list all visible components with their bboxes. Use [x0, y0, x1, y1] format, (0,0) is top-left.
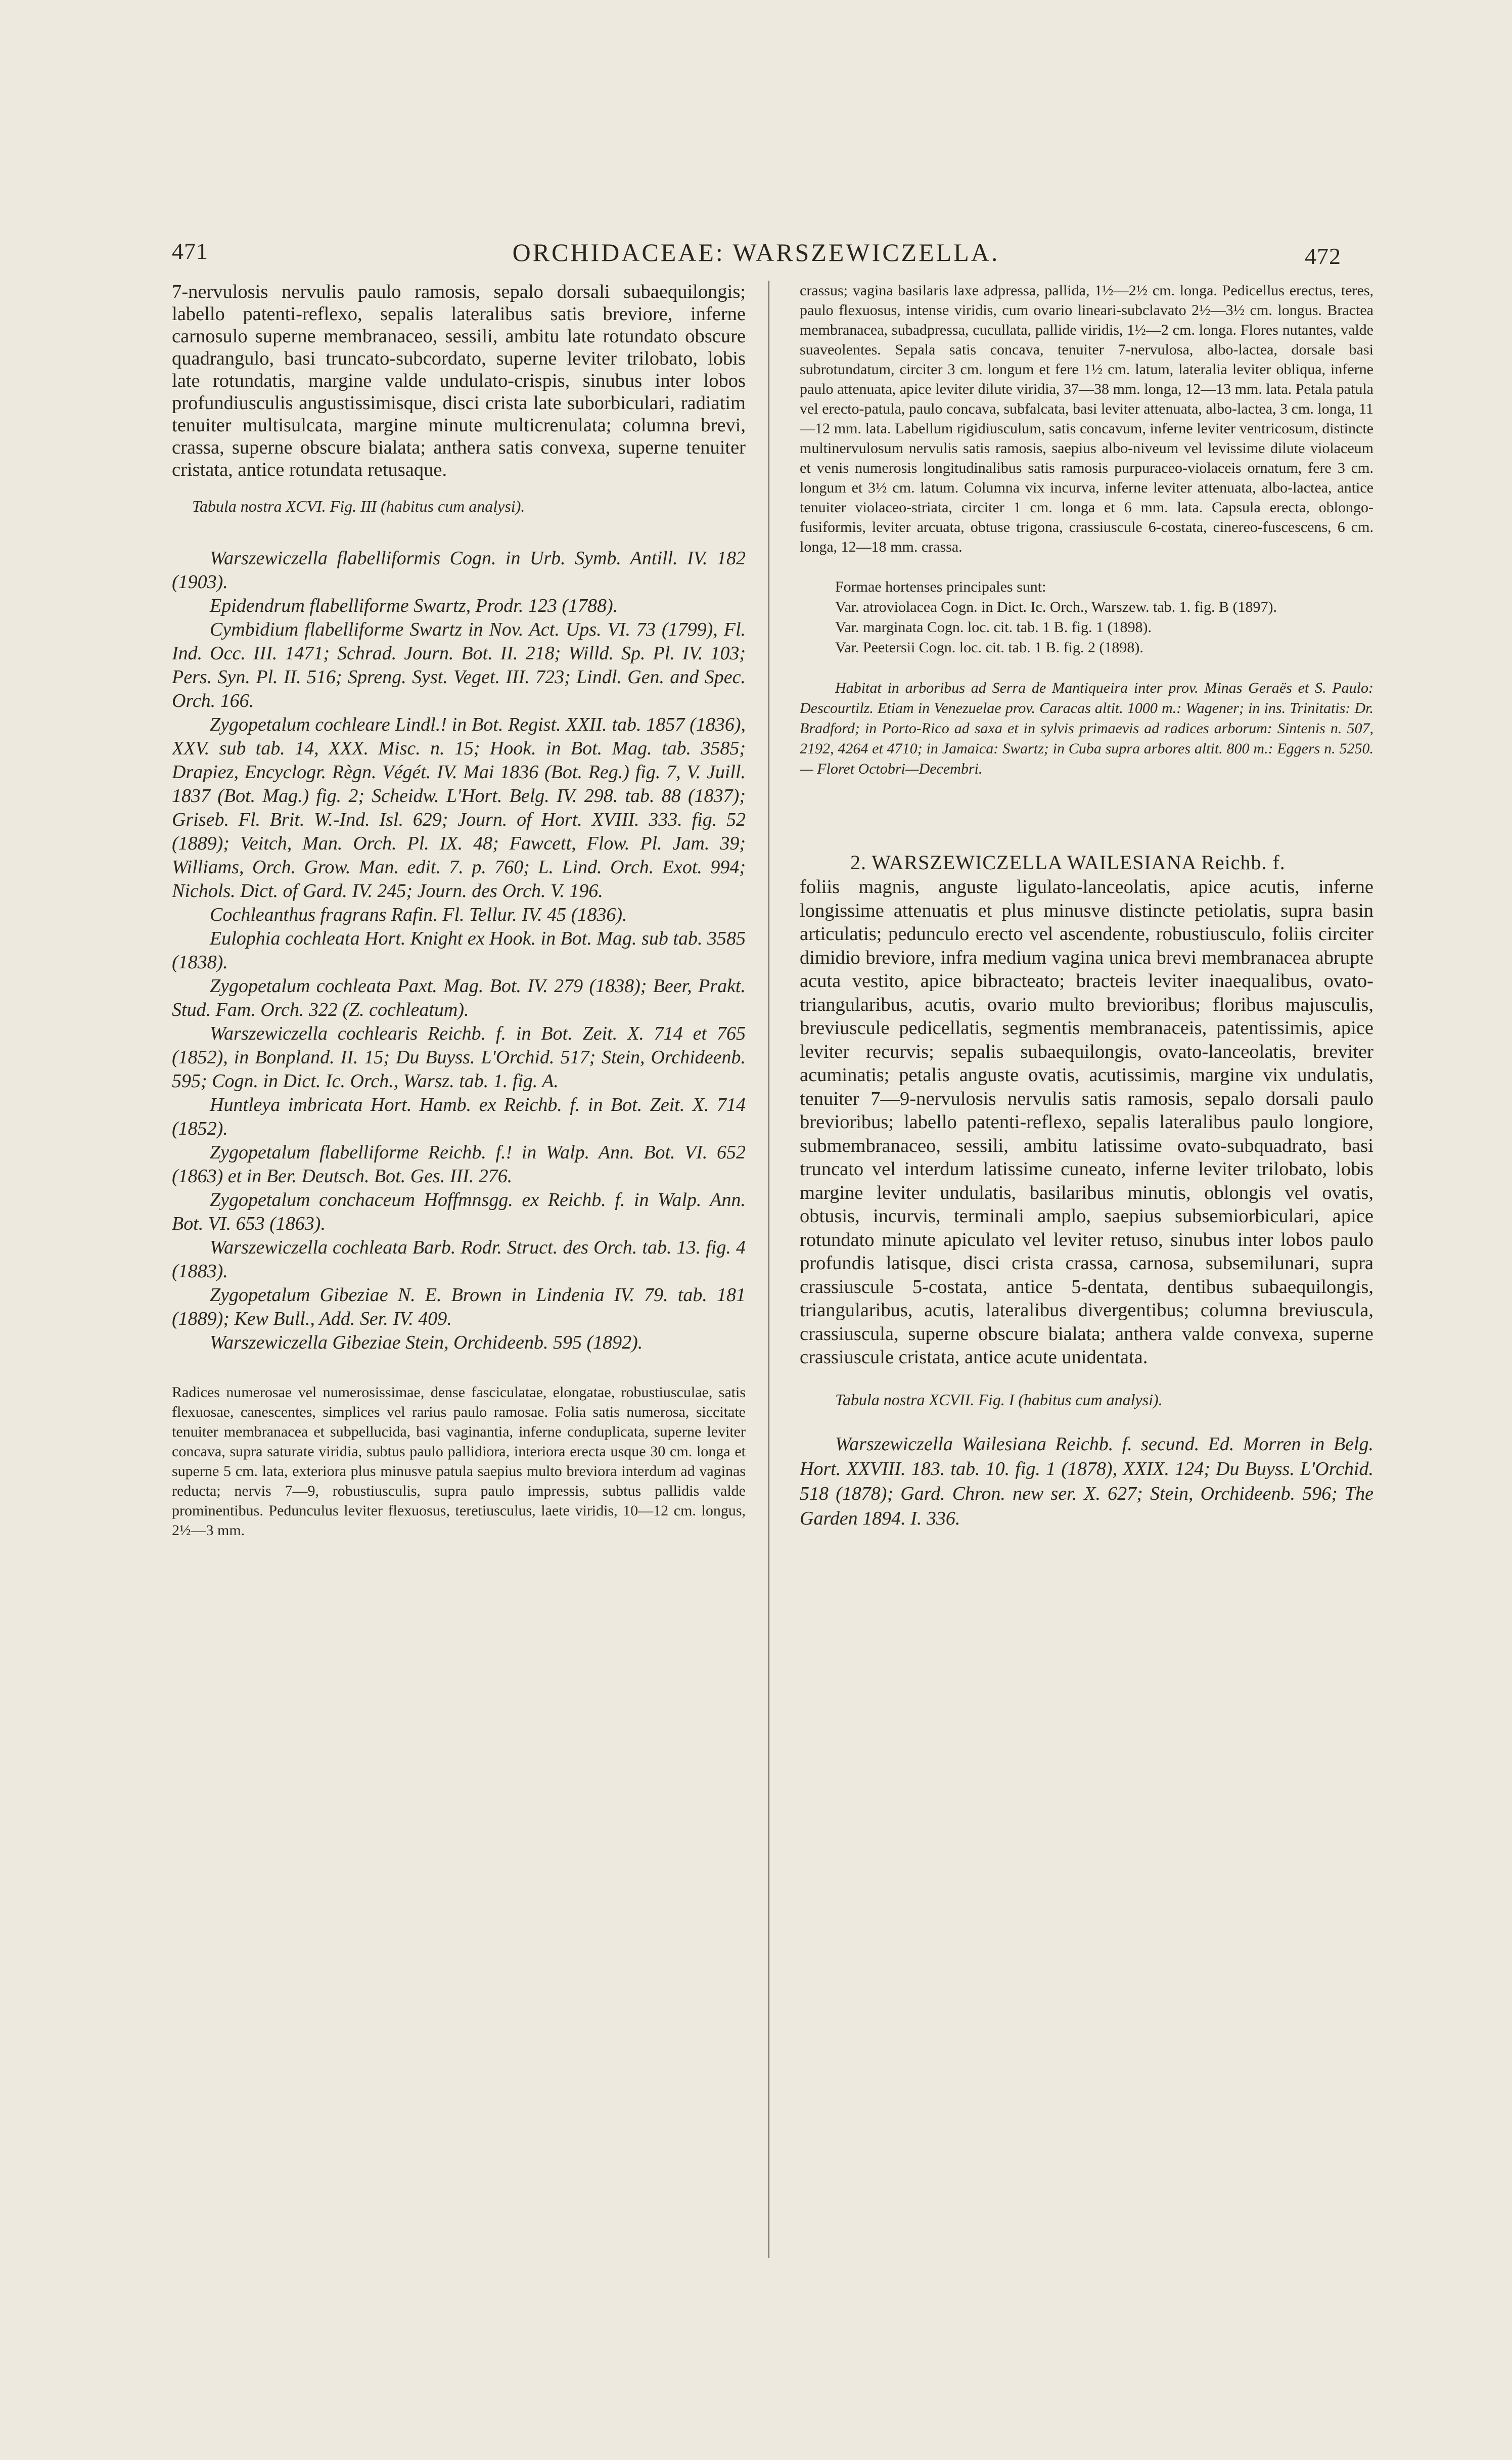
- variety-entry: Var. atroviolacea Cogn. in Dict. Ic. Orch., Warszew. tab. 1. fig. B (1897).: [835, 599, 1277, 615]
- synonymy-list: [172, 547, 746, 1355]
- synonym-entry: Huntleya imbricata Hort. Hamb. ex Reichb. f. in Bot. Zeit. X. 714 (1852).: [172, 1094, 746, 1139]
- plate-reference: Tabula nostra XCVII. Fig. I (habitus cum analysi).: [835, 1390, 1163, 1409]
- synonym-entry: Zygopetalum cochleare Lindl.! in Bot. Regist. XXII. tab. 1857 (1836), XXV. sub tab. 14, XXX. Misc. n. 15; Hook. in Bot. Mag. tab. 3585; Drapiez, Encyclogr. Règn. Végét. IV. Mai 1836 (Bot. Reg.) fig. 7, V. Juill. 1837 (Bot. Mag.) fig. 2; Scheidw. L'Hort. Belg. IV. 298. tab. 88 (1837); Griseb. Fl. Brit. W.-Ind. Isl. 629; Journ. of Hort. XVIII. 333. fig. 52 (1889); Veitch, Man. Orch. Pl. IX. 48; Fawcett, Flow. Pl. Jam. 39; Williams, Orch. Grow. Man. edit. 7. p. 760; L. Lind. Orch. Exot. 994; Nichols. Dict. of Gard. IV. 245; Journ. des Orch. V. 196.: [172, 714, 746, 902]
- morphology-small-print-continued: crassus; vagina basilaris laxe adpressa, pallida, 1½—2½ cm. longa. Pedicellus erectus, teres, paulo flexuosus, intense viridis, cum ovario lineari-subclavato 2½—3½ cm. longus. Bractea membranacea, subadpressa, cucullata, pallide viridis, 1½—2 cm. longa. Flores nutantes, valde suaveolentes. Sepala satis concava, tenuiter 7-nervulosa, albo-lactea, dorsale basi subrotundatum, circiter 3 cm. longum et fere 1½ cm. latum, lateralia leviter obliqua, inferne paulo attenuata, apice leviter dilute viridia, 37—38 mm. longa, 12—13 mm. lata. Petala patula vel erecto-patula, paulo concava, subfalcata, basi leviter attenuata, albo-lactea, 3 cm. longa, 11—12 mm. lata. Labellum rigidiusculum, satis concavum, inferne leviter ventricosum, distincte multinervulosum nervulis satis ramosis, saepius albo-niveum vel levissime dilute violaceum et venis numerosis longitudinalibus satis ramosis purpuraceo-violaceis ornatum, fere 3 cm. longum et 3½ cm. latum. Columna vix incurva, inferne leviter attenuata, albo-lactea, antice tenuiter violaceo-striata, circiter 1 cm. longa et 6 mm. lata. Capsula erecta, oblongo-fusiformis, leviter arcuata, obtuse trigona, crassiuscule 6-costata, cinereo-fuscescens, 6 cm. longa, 12—18 mm. crassa.: [800, 282, 1373, 555]
- synonym-entry: Cymbidium flabelliforme Swartz in Nov. Act. Ups. VI. 73 (1799), Fl. Ind. Occ. III. 1471; Schrad. Journ. Bot. II. 218; Willd. Sp. Pl. IV. 103; Pers. Syn. Pl. II. 516; Spreng. Syst. Veget. III. 723; Lindl. Gen. and Spec. Orch. 166.: [172, 619, 746, 711]
- synonym-entry: Zygopetalum flabelliforme Reichb. f.! in Walp. Ann. Bot. VI. 652 (1863) et in Ber. Deutsch. Bot. Ges. III. 276.: [172, 1142, 746, 1187]
- synonym-entry: Zygopetalum cochleata Paxt. Mag. Bot. IV. 279 (1838); Beer, Prakt. Stud. Fam. Orch. 322 (Z. cochleatum).: [172, 975, 746, 1020]
- variety-entry: Var. Peetersii Cogn. loc. cit. tab. 1 B. fig. 2 (1898).: [835, 639, 1143, 656]
- forms-heading: Formae hortenses principales sunt:: [835, 578, 1046, 595]
- species-description: foliis magnis, anguste ligulato-lanceolatis, apice acutis, inferne longissime attenuatis et plus minusve distincte petiolatis, supra basin articulatis; pedunculo erecto vel ascendente, robustiusculo, foliis circiter dimidio breviore, infra medium vagina unica brevi membranacea abrupte acuta vestito, apice bibracteato; bracteis leviter inaequalibus, ovato-triangularibus, acutis, ovario multo brevioribus; floribus majusculis, breviuscule pedicellatis, segmentis membranaceis, patentissimis, apice leviter recurvis; sepalis subaequilongis, ovato-lanceolatis, breviter acuminatis; petalis anguste ovatis, acutissimis, margine vix undulatis, tenuiter 7—9-nervulosis nervulis satis ramosis, sepalo dorsali paulo brevioribus; labello patenti-reflexo, sepalis lateralibus paulo longiore, submembranaceo, sessili, ambitu latissime ovato-subquadrato, basi truncato vel interdum latissime cuneato, inferne leviter trilobato, lobis margine leviter undulatis, basilaribus minutis, oblongis vel ovatis, obtusis, incurvis, terminali amplo, saepius subsemiorbiculari, apice rotundato minute apiculato vel leviter retuso, sinubus inter lobos paulo profundis latisque, disci crista crassa, carnosa, subsemilunari, supra crassiuscule 5-costata, antice 5-dentata, dentibus subaequilongis, triangularibus, acutis, lateralibus divergentibus; columna breviuscula, crassiuscula, superne obscure bialata; anthera valde convexa, superne crassiuscule cristata, antice acute unidentata.: [800, 876, 1373, 1368]
- page-header: [0, 238, 1512, 283]
- plate-reference: Tabula nostra XCVI. Fig. III (habitus cum analysi).: [192, 497, 525, 515]
- species-description-continued: 7-nervulosis nervulis paulo ramosis, sepalo dorsali subaequilongis; labello patenti-reflexo, sepalis lateralibus satis breviore, inferne carnosulo superne membranaceo, sessili, ambitu late rotundato obscure quadrangulo, basi truncato-subcordato, superne leviter trilobato, lobis late rotundatis, margine valde undulato-crispis, sinubus inter lobos profundiusculis angustissimisque, disci crista late suborbiculari, radiatim tenuiter multisulcata, margine minute multicrenulata; columna brevi, crassa, superne obscure bialata; anthera satis convexa, superne tenuiter cristata, antice rotundata retusaque.: [172, 281, 746, 480]
- habitat-paragraph: Habitat in arboribus ad Serra de Mantiqueira inter prov. Minas Geraës et S. Paulo: Descourtilz. Etiam in Venezuelae prov. Caracas altit. 1000 m.: Wagener; in ins. Trinitatis: Dr. Bradford; in Porto-Rico ad saxa et in sylvis primaevis ad radices arborum: Sintenis n. 507, 2192, 4264 et 4710; in Jamaica: Swartz; in Cuba supra arbores altit. 800 m.: Eggers n. 5250. — Floret Octobri—Decembri.: [800, 680, 1373, 777]
- morphology-small-print: Radices numerosae vel numerosissimae, dense fasciculatae, elongatae, robustiusculae, satis flexuosae, canescentes, simplices vel rarius paulo ramosae. Folia satis numerosa, siccitate tenuiter membranacea et subpellucida, basi vaginantia, inferne conduplicata, superne leviter concava, supra saturate viridia, subtus paulo pallidiora, interiora erecta usque 30 cm. longa et superne 5 cm. lata, exteriora plus minusve patula saepius multo breviora interdum ad vaginas reducta; nervis 7—9, robustiusculis, supra paulo impressis, subtus pallidis valde prominentibus. Pedunculus leviter flexuosus, teretiusculus, laete viridis, 10—12 cm. longus, 2½—3 mm.: [172, 1384, 746, 1539]
- synonym-entry: Warszewiczella Gibeziae Stein, Orchideenb. 595 (1892).: [210, 1332, 643, 1353]
- page-number-right: 472: [1305, 243, 1341, 269]
- synonym-entry: Warszewiczella Wailesiana Reichb. f. secund. Ed. Morren in Belg. Hort. XXVIII. 183. tab. 10. fig. 1 (1878), XXIX. 124; Du Buyss. L'Orchid. 518 (1878); Gard. Chron. new ser. X. 627; Stein, Orchideenb. 596; The Garden 1894. I. 336.: [800, 1433, 1373, 1529]
- left-column: [172, 281, 746, 2364]
- column-divider: [768, 281, 769, 2258]
- variety-entry: Var. marginata Cogn. loc. cit. tab. 1 B. fig. 1 (1898).: [835, 619, 1152, 636]
- right-column: [800, 281, 1373, 2364]
- species-heading: 2. WARSZEWICZELLA WAILESIANA Reichb. f.: [850, 851, 1286, 874]
- synonym-entry: Eulophia cochleata Hort. Knight ex Hook. in Bot. Mag. sub tab. 3585 (1838).: [172, 928, 746, 973]
- synonym-entry: Warszewiczella cochleata Barb. Rodr. Struct. des Orch. tab. 13. fig. 4 (1883).: [172, 1237, 746, 1282]
- synonym-entry: Cochleanthus fragrans Rafin. Fl. Tellur. IV. 45 (1836).: [210, 904, 627, 925]
- synonym-entry: Zygopetalum Gibeziae N. E. Brown in Lindenia IV. 79. tab. 181 (1889); Kew Bull., Add. Ser. IV. 409.: [172, 1284, 746, 1329]
- running-title: ORCHIDACEAE: WARSZEWICZELLA.: [512, 238, 1000, 266]
- synonym-entry: Warszewiczella cochlearis Reichb. f. in Bot. Zeit. X. 714 et 765 (1852), in Bonpland. II. 15; Du Buyss. L'Orchid. 517; Stein, Orchideenb. 595; Cogn. in Dict. Ic. Orch., Warsz. tab. 1. fig. A.: [172, 1023, 746, 1092]
- page-number-left: 471: [172, 238, 208, 264]
- synonym-entry: Warszewiczella flabelliformis Cogn. in Urb. Symb. Antill. IV. 182 (1903).: [172, 548, 746, 593]
- synonym-entry: Epidendrum flabelliforme Swartz, Prodr. 123 (1788).: [210, 595, 618, 616]
- synonym-entry: Zygopetalum conchaceum Hoffmnsgg. ex Reichb. f. in Walp. Ann. Bot. VI. 653 (1863).: [172, 1189, 746, 1234]
